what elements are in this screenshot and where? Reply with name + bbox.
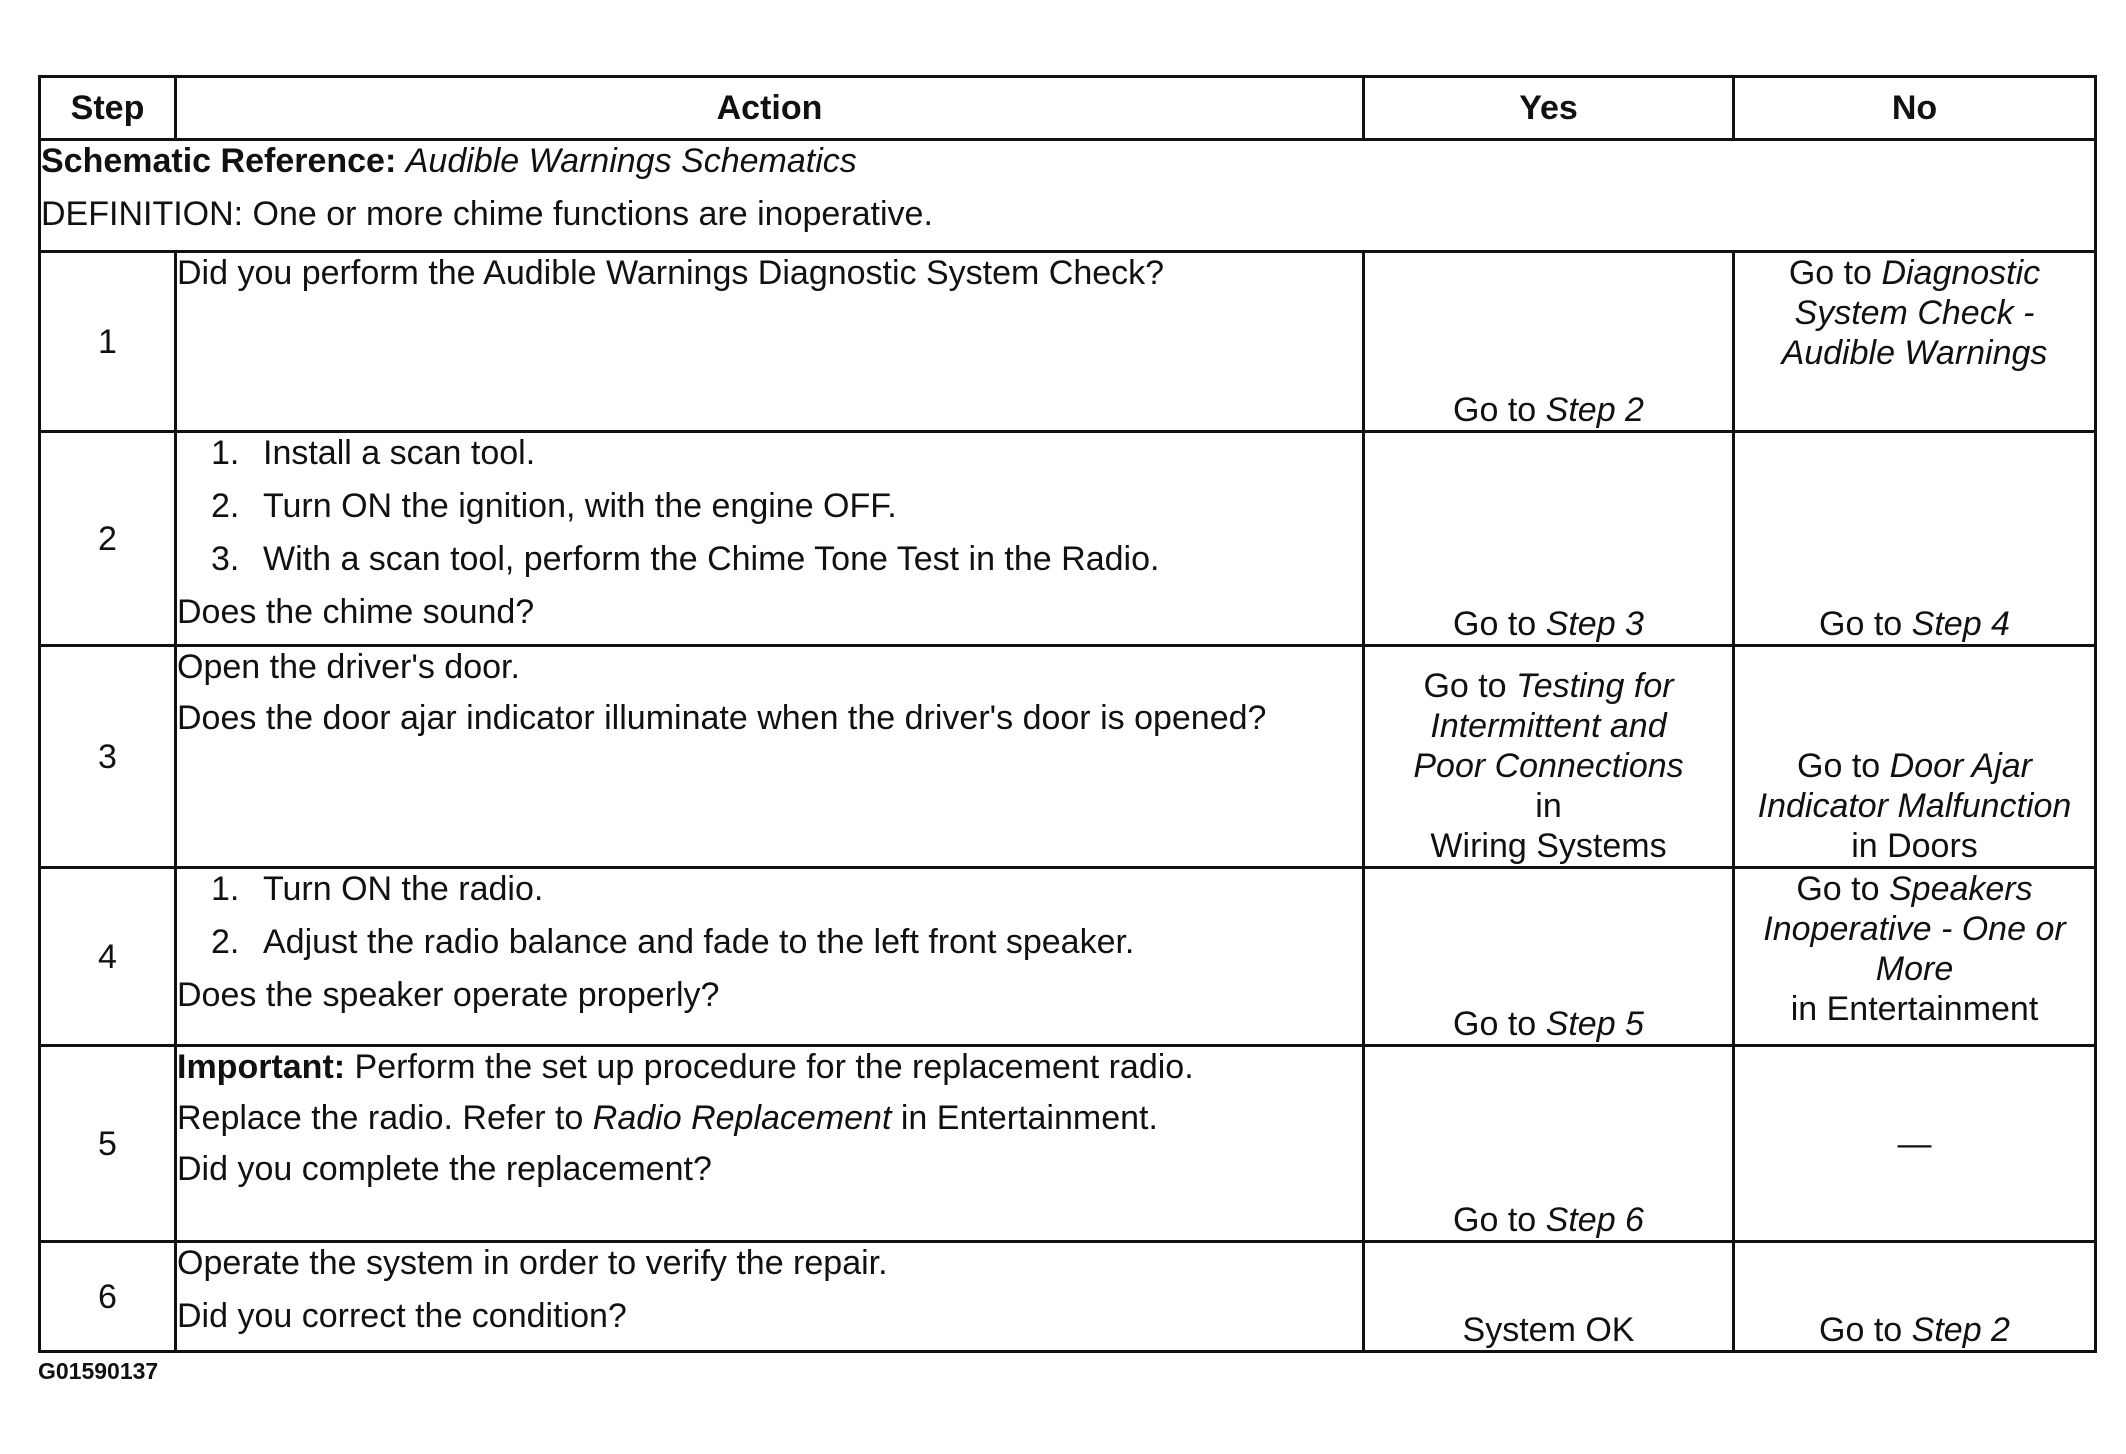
action-cell — [176, 646, 1364, 868]
important-note — [177, 1047, 1362, 1087]
table-row-step-6 — [40, 1242, 2096, 1352]
header-action: Action — [176, 77, 1364, 140]
action-question: Did you complete the replacement? — [177, 1150, 712, 1188]
numbered-item: 1. Install a scan tool. — [211, 434, 536, 472]
go-to-label: Go to — [1423, 667, 1507, 705]
step-number: 4 — [40, 868, 176, 1046]
go-to-label: Go to — [1819, 1311, 1903, 1349]
step-number: 3 — [40, 646, 176, 868]
go-to-label: Go to — [1453, 391, 1537, 429]
go-to-label: Go to — [1796, 870, 1880, 908]
action-cell — [176, 868, 1364, 1046]
yes-step-link[interactable]: Step 2 — [1545, 391, 1644, 429]
go-to-label: Go to — [1819, 605, 1903, 643]
action-question: Does the chime sound? — [177, 593, 535, 631]
table-row-step-4 — [40, 868, 2096, 1046]
yes-section: Wiring Systems — [1430, 827, 1667, 865]
header-row — [40, 77, 2096, 140]
reference-row — [40, 140, 2096, 252]
action-text: Did you perform the Audible Warnings Diagnostic System Check? — [177, 254, 1165, 292]
go-to-label: Go to — [1788, 254, 1872, 292]
no-cell — [1734, 252, 2096, 432]
no-ref-link[interactable]: Speakers — [1888, 870, 2033, 908]
no-cell — [1734, 432, 2096, 646]
no-section: in Doors — [1851, 827, 1978, 865]
table-row-step-5 — [40, 1046, 2096, 1242]
important-label: Important: — [177, 1048, 346, 1086]
schematic-reference — [41, 141, 2094, 181]
yes-step-link[interactable]: Step 3 — [1545, 605, 1644, 643]
action-text: Operate the system in order to verify the repair. — [177, 1244, 888, 1282]
numbered-item: 1. Turn ON the radio. — [211, 870, 544, 908]
numbered-item: 2. Turn ON the ignition, with the engine OFF. — [211, 487, 897, 525]
action-question: Does the speaker operate properly? — [177, 976, 720, 1014]
go-to-label: Go to — [1797, 747, 1881, 785]
no-cell — [1734, 1242, 2096, 1352]
yes-cell — [1364, 1046, 1734, 1242]
yes-ref-link-line[interactable]: Poor Connections — [1413, 747, 1684, 785]
action-cell — [176, 1046, 1364, 1242]
diagnostic-table — [38, 75, 2097, 1353]
action-cell — [176, 432, 1364, 646]
yes-cell — [1364, 646, 1734, 868]
no-ref-link[interactable]: Door Ajar — [1889, 747, 2032, 785]
step-number: 2 — [40, 432, 176, 646]
step-number: 5 — [40, 1046, 176, 1242]
numbered-item: 3. With a scan tool, perform the Chime Tone Test in the Radio. — [211, 540, 1160, 578]
no-cell — [1734, 1046, 2096, 1242]
yes-step-link[interactable]: Step 6 — [1545, 1201, 1644, 1239]
step-number: 6 — [40, 1242, 176, 1352]
step-number: 1 — [40, 252, 176, 432]
no-ref-link-line[interactable]: More — [1875, 950, 1954, 988]
no-cell — [1734, 868, 2096, 1046]
table-row-step-3 — [40, 646, 2096, 868]
no-step-link[interactable]: Step 4 — [1911, 605, 2010, 643]
no-ref-link-line[interactable]: Indicator Malfunction — [1757, 787, 2072, 825]
yes-ref-link[interactable]: Testing for — [1516, 667, 1674, 705]
action-cell — [176, 252, 1364, 432]
yes-cell — [1364, 868, 1734, 1046]
schematic-link[interactable]: Audible Warnings Schematics — [405, 142, 857, 180]
table-row-step-1 — [40, 252, 2096, 432]
no-ref-link-line[interactable]: Inoperative - One or — [1763, 910, 2066, 948]
yes-step-link[interactable]: Step 5 — [1545, 1005, 1644, 1043]
no-ref-link-line[interactable]: Audible Warnings — [1781, 334, 2048, 372]
go-to-label: Go to — [1453, 1005, 1537, 1043]
header-yes: Yes — [1364, 77, 1734, 140]
reference-cell — [40, 140, 2096, 252]
action-cell — [176, 1242, 1364, 1352]
figure-id: G01590137 — [38, 1358, 159, 1384]
no-step-link[interactable]: Step 2 — [1911, 1311, 2010, 1349]
yes-result: System OK — [1462, 1311, 1635, 1349]
action-question: Does the door ajar indicator illuminate when the driver's door is opened? — [177, 699, 1267, 737]
action-question: Did you correct the condition? — [177, 1297, 627, 1335]
yes-in-label: in — [1535, 787, 1562, 825]
definition-text: DEFINITION: One or more chime functions are inoperative. — [41, 195, 933, 233]
radio-replacement-link[interactable]: Radio Replacement — [592, 1099, 892, 1137]
no-ref-link[interactable]: Diagnostic — [1881, 254, 2041, 292]
header-step: Step — [40, 77, 176, 140]
no-cell — [1734, 646, 2096, 868]
yes-cell — [1364, 432, 1734, 646]
go-to-label: Go to — [1453, 605, 1537, 643]
schematic-label: Schematic Reference: — [41, 142, 397, 180]
no-section: in Entertainment — [1790, 990, 2039, 1028]
numbered-item: 2. Adjust the radio balance and fade to the left front speaker. — [211, 923, 1135, 961]
go-to-label: Go to — [1453, 1201, 1537, 1239]
yes-cell — [1364, 1242, 1734, 1352]
yes-cell — [1364, 252, 1734, 432]
header-no: No — [1734, 77, 2096, 140]
action-text: Open the driver's door. — [177, 648, 520, 686]
replace-instruction: Replace the radio. Refer to Radio Replacement in Entertainment. — [177, 1099, 1158, 1137]
no-dash: — — [1897, 1124, 1932, 1163]
table-row-step-2 — [40, 432, 2096, 646]
important-text: Perform the set up procedure for the replacement radio. — [354, 1048, 1194, 1086]
yes-ref-link-line[interactable]: Intermittent and — [1430, 707, 1667, 745]
no-ref-link-line[interactable]: System Check - — [1794, 294, 2035, 332]
